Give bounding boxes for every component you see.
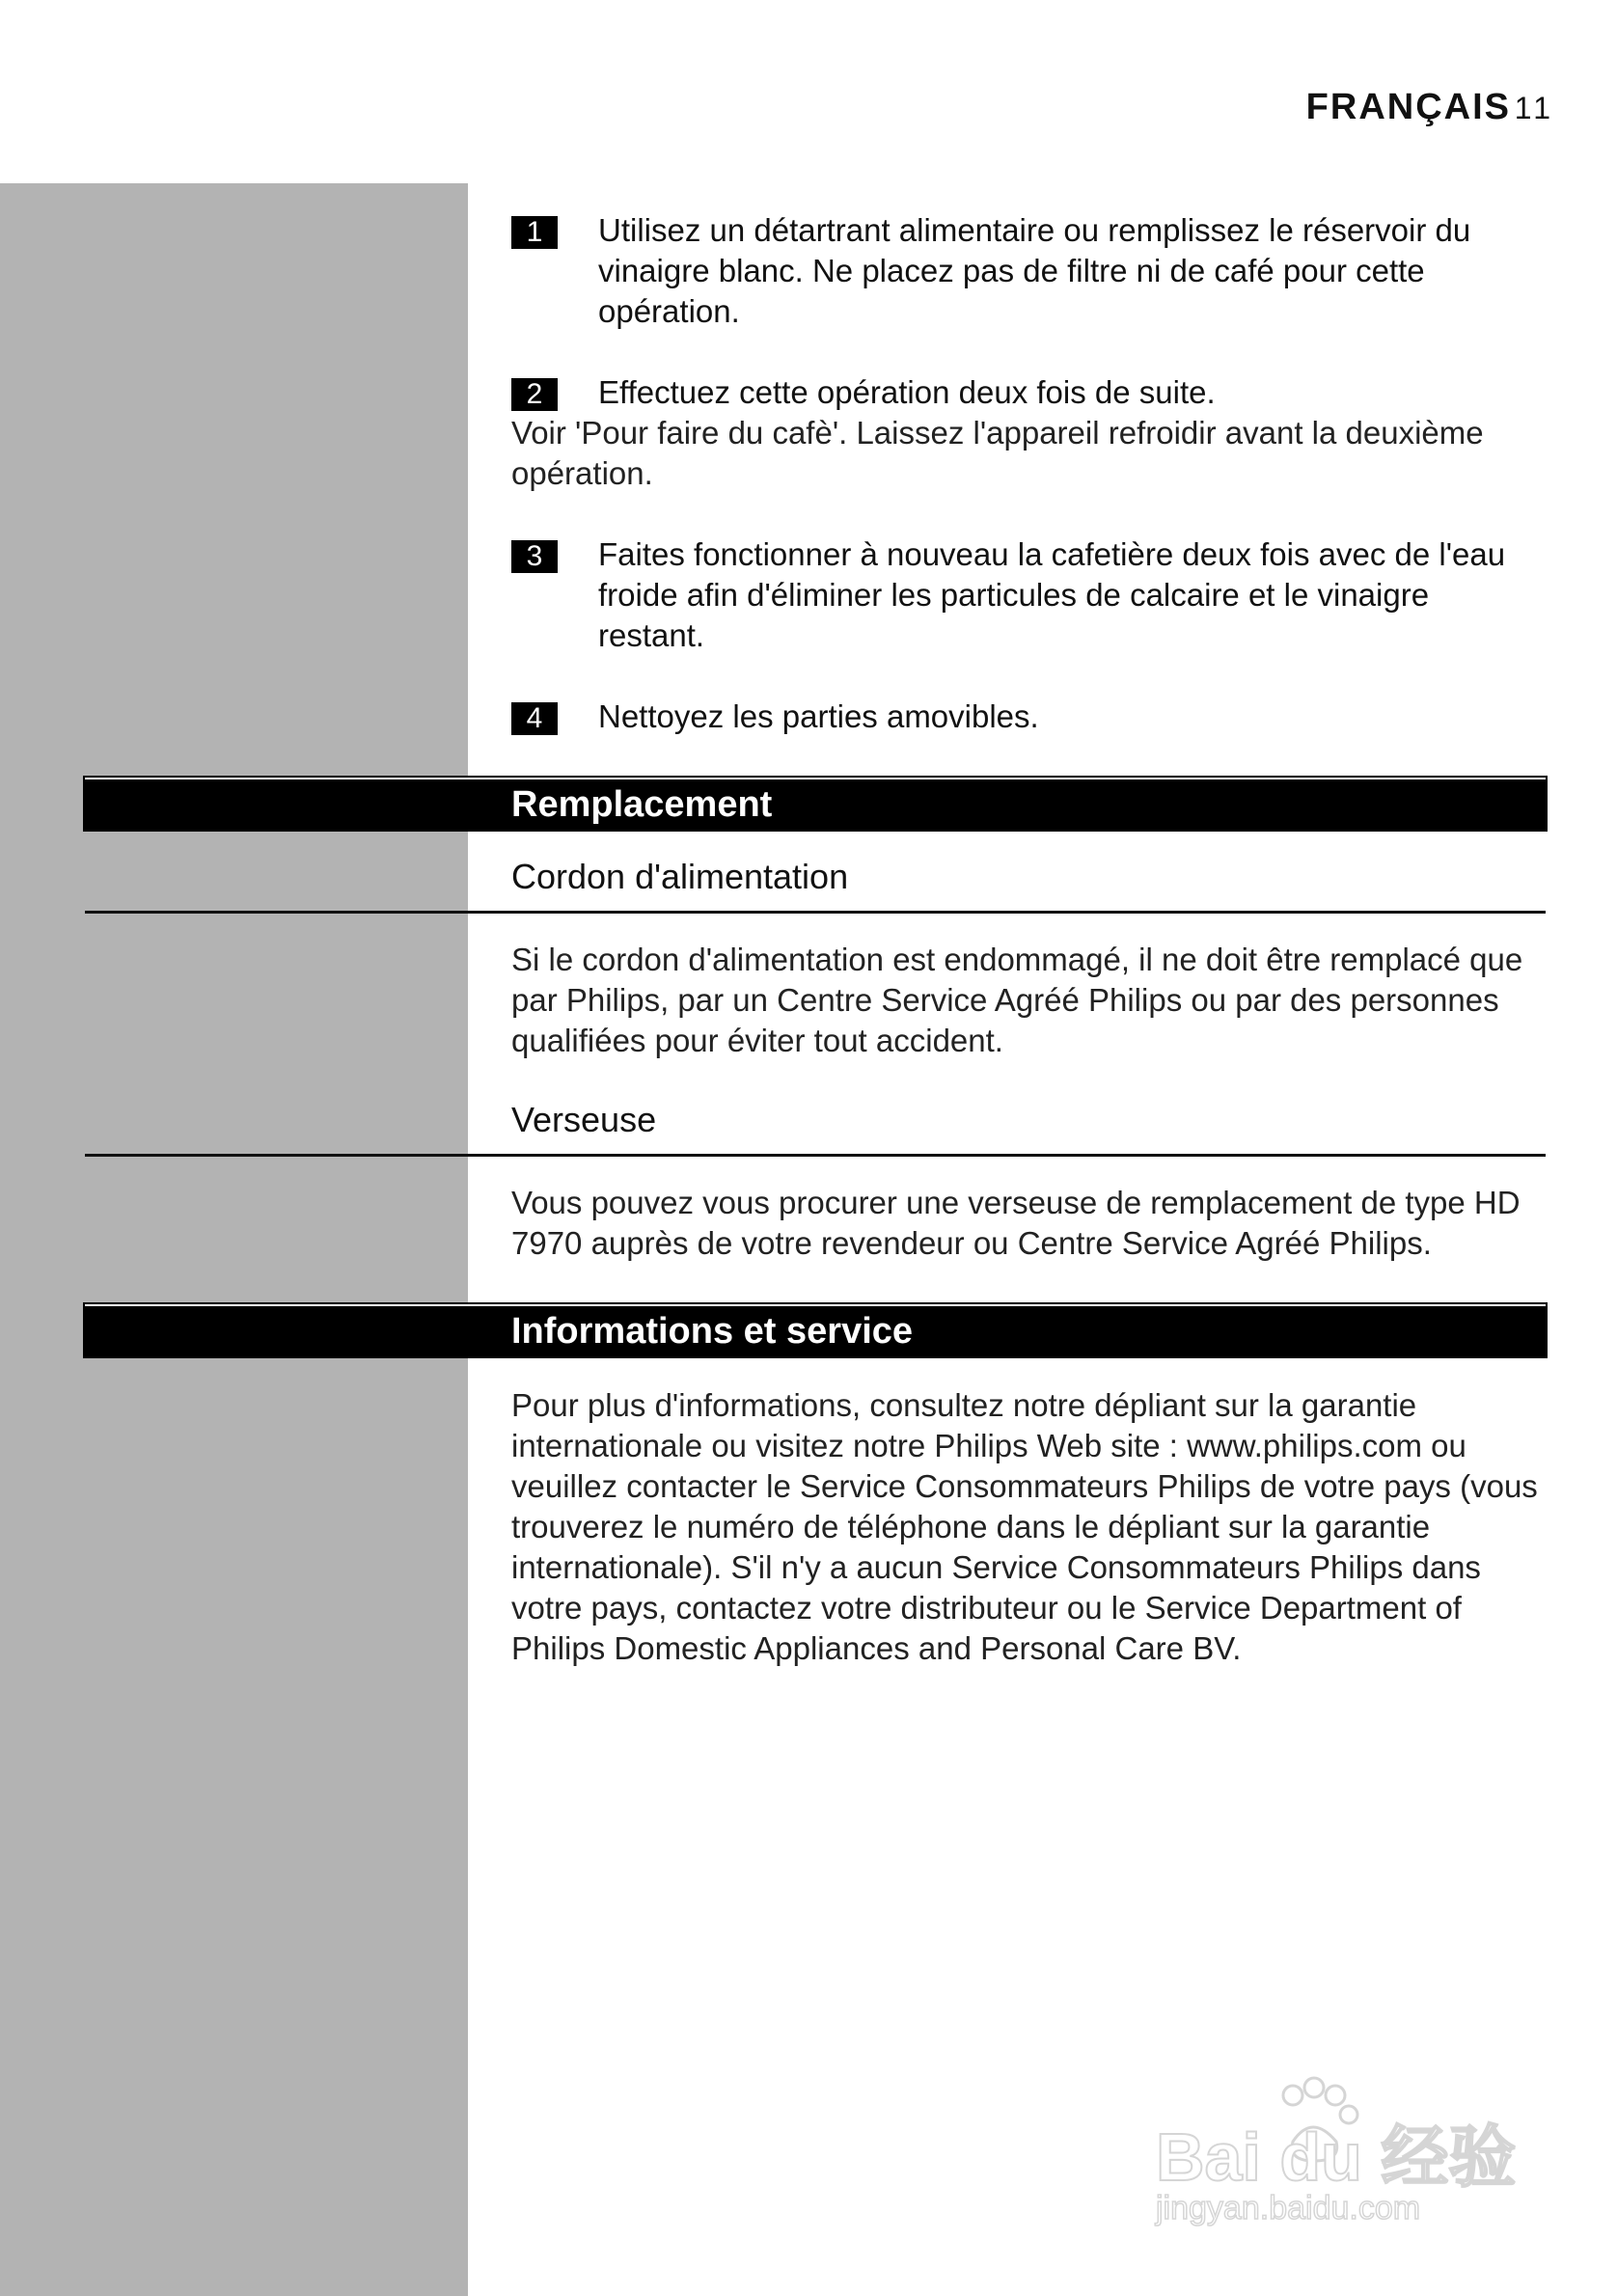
- section-bar-replacement: [85, 778, 1546, 830]
- section-title: Remplacement: [511, 784, 773, 825]
- header-language: FRANÇAIS: [1305, 87, 1511, 127]
- step-text: Effectuez cette opération deux fois de suite.: [598, 374, 1216, 410]
- step-1: [511, 210, 1544, 332]
- gray-sidebar: [0, 183, 468, 2296]
- info-text: Pour plus d'informations, consultez notre dépliant sur la garantie internationale ou visitez notre Philips Web site : www.philips.com ou veuillez contacter le Service Consommateurs Philips de votre pays (vous trouverez le numéro de téléphone dans le dépliant sur la garantie internationale). S'il n'y a aucun Service Consommateurs Philips dans votre pays, contactez votre distributeur ou le Service Department of Philips Domestic Appliances and Personal Care BV.: [511, 1387, 1538, 1666]
- jug-heading: Verseuse: [511, 1100, 657, 1139]
- step-note: Voir 'Pour faire du cafè'. Laissez l'appareil refroidir avant la deuxième opération.: [511, 415, 1484, 491]
- divider: [85, 911, 1546, 914]
- section-bar-info: [85, 1304, 1546, 1356]
- step-number: 4: [511, 702, 558, 735]
- step-4: [511, 697, 1544, 737]
- step-text: Faites fonctionner à nouveau la cafetière deux fois avec de l'eau froide afin d'éliminer les particules de calcaire et le vinaigre restant.: [598, 536, 1506, 653]
- step-number: 1: [511, 216, 558, 249]
- power-cord-heading: Cordon d'alimentation: [511, 857, 849, 896]
- watermark-url: jingyan.baidu.com: [1156, 2190, 1421, 2227]
- page-number: 11: [1514, 91, 1554, 125]
- step-3: [511, 534, 1544, 656]
- step-text: Nettoyez les parties amovibles.: [598, 698, 1039, 734]
- step-number: 3: [511, 540, 558, 573]
- step-2: [511, 372, 1544, 494]
- section-title: Informations et service: [511, 1311, 914, 1352]
- jug-text: Vous pouvez vous procurer une verseuse de remplacement de type HD 7970 auprès de votre revendeur ou Centre Service Agréé Philips.: [511, 1185, 1521, 1261]
- step-number: 2: [511, 378, 558, 411]
- watermark-brand: Bai du 经验: [1156, 2119, 1517, 2195]
- step-text: Utilisez un détartrant alimentaire ou remplissez le réservoir du vinaigre blanc. Ne placez pas de filtre ni de café pour cette opération.: [598, 212, 1471, 329]
- divider: [85, 1154, 1546, 1157]
- baidu-watermark-logo: [1148, 2074, 1534, 2228]
- power-cord-text: Si le cordon d'alimentation est endommagé, il ne doit être remplacé que par Philips, par un Centre Service Agréé Philips ou par des personnes qualifiées pour éviter tout accident.: [511, 942, 1523, 1058]
